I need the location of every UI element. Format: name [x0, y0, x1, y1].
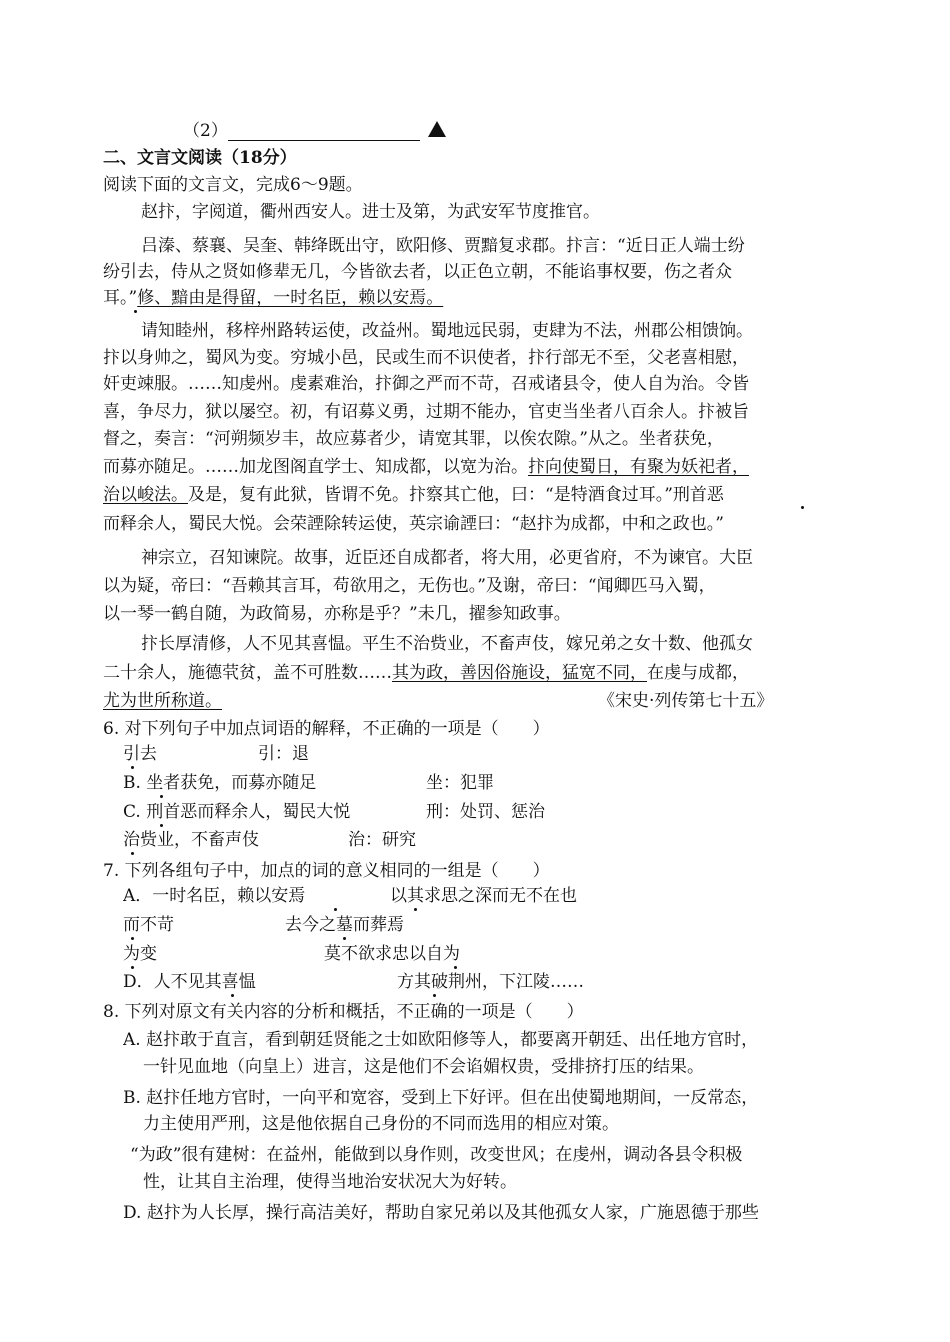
- passage-text: 二十余人，施德茕贫，盖不可胜数……: [103, 663, 392, 683]
- q6-option-d-gloss: 治：研究: [348, 830, 416, 850]
- q8-option-b-cont: 力主使用严刑，这是他依据自己身份的不同而选用的相应对策。: [143, 1114, 619, 1134]
- passage-line: 而释余人，蜀民大悦。会荣諲除转运使，英宗谕諲曰：“赵抃为成都，中和之政也。”: [103, 514, 724, 534]
- underlined-sentence: 尤为世所称道。: [103, 691, 222, 711]
- passage-line: 纷引去，侍从之贤如修辈无几，今皆欲去者，以正色立朝，不能谄事权要，伤之者众: [103, 262, 732, 282]
- passage-text: 而募亦随足。……加龙图阁直学士、知成都，以宽为治。: [103, 457, 528, 477]
- passage-line: 神宗立，召知谏院。故事，近臣还自成都者，将大用，必更省府，不为谏官。大臣: [141, 548, 753, 568]
- q6-option-d[interactable]: 治赀业，不畜声伎: [123, 830, 259, 850]
- passage-line: 抃以身帅之，蜀风为变。穷城小邑，民或生而不识使者，抃行部无不至，父老喜相慰，: [103, 348, 749, 368]
- emphasis-dot: [334, 908, 337, 911]
- q8-option-c-cont: 性，让其自主治理，使得当地治安状况大为好转。: [143, 1172, 517, 1192]
- q7-option-d[interactable]: D．人不见其喜愠: [123, 972, 256, 992]
- passage-source: 《宋史·列传第七十五》: [598, 691, 774, 711]
- passage-text: 耳。”: [103, 288, 138, 308]
- q7-stem: 7. 下列各组句子中，加点的词的意义相同的一组是（ ）: [103, 861, 550, 881]
- q8-option-a-cont: 一针见血地（向皇上）进言，这是他们不会谄媚权贵，受排挤打压的结果。: [143, 1057, 704, 1077]
- underlined-sentence: 抃向使蜀日，有聚为妖祀者，: [528, 457, 749, 477]
- passage-text: 在虔与成都，: [647, 663, 749, 683]
- passage-line: [103, 660, 849, 687]
- q7-option-b[interactable]: 而不苛: [123, 915, 174, 935]
- q8-option-d[interactable]: D. 赵抃为人长厚，操行高洁美好，帮助自家兄弟以及其他孤女人家，广施恩德于那些: [123, 1203, 759, 1223]
- passage-line: 吕溱、蔡襄、吴奎、韩绛既出守，欧阳修、贾黯复求郡。抃言：“近日正人端士纷: [141, 236, 745, 256]
- emphasis-dot: [131, 937, 134, 940]
- q7-option-c-right: 莫不欲求忠以自为: [324, 944, 460, 964]
- q7-option-d-right: 方其破荆州，下江陵……: [397, 972, 584, 992]
- section-instruction: 阅读下面的文言文，完成6～9题。: [103, 175, 363, 195]
- emphasis-dot: [801, 506, 804, 509]
- emphasis-dot: [131, 852, 134, 855]
- emphasis-dot: [131, 766, 134, 769]
- q6-option-a-gloss: 引：退: [258, 744, 309, 764]
- q8-option-b[interactable]: B. 赵抃任地方官时，一向平和宽容，受到上下好评。但在出使蜀地期间，一反常态，: [123, 1088, 759, 1108]
- q7-option-a-right: 以其求思之深而无不在也: [390, 886, 577, 906]
- passage-line: 奸吏竦服。……知虔州。虔素难治，抃御之严而不苛，召戒诸县令，使人自为治。令皆: [103, 374, 749, 394]
- emphasis-dot: [343, 937, 346, 940]
- q6-option-b[interactable]: B. 坐者获免，而募亦随足: [123, 773, 317, 793]
- triangle-marker-icon: [428, 121, 446, 137]
- passage-line: 赵抃，字阅道，衢州西安人。进士及第，为武安军节度推官。: [141, 202, 600, 222]
- passage-line: 以为疑，帝曰：“吾赖其言耳，苟欲用之，无伤也。”及谢，帝曰：“闻卿匹马入蜀，: [103, 576, 716, 596]
- emphasis-dot: [414, 908, 417, 911]
- q7-option-a[interactable]: A．一时名臣，赖以安焉: [123, 886, 306, 906]
- q6-option-a[interactable]: 引去: [123, 744, 157, 764]
- q6-option-c-gloss: 刑：处罚、惩治: [426, 802, 545, 822]
- passage-line: [103, 482, 849, 509]
- emphasis-dot: [433, 994, 436, 997]
- emphasis-dot: [131, 966, 134, 969]
- q8-stem: 8. 下列对原文有关内容的分析和概括，不正确的一项是（ ）: [103, 1002, 584, 1022]
- emphasis-dot: [160, 824, 163, 827]
- answer-label: （2）: [183, 121, 228, 141]
- q6-option-c[interactable]: C. 刑首恶而释余人，蜀民大悦: [123, 802, 351, 822]
- passage-line: 请知睦州，移梓州路转运使，改益州。蜀地远民弱，吏肆为不法，州郡公相馈饷。: [141, 321, 753, 341]
- emphasis-dot: [454, 966, 457, 969]
- passage-line: 喜，争尽力，狱以屡空。初，有诏募义勇，过期不能办，官吏当坐者八百余人。抃被旨: [103, 402, 749, 422]
- underlined-sentence: 其为政，善因俗施设，猛宽不同，: [392, 663, 647, 683]
- q8-option-c[interactable]: “为政”很有建树：在益州，能做到以身作则，改变世风；在虔州，调动各县令积极: [130, 1145, 743, 1165]
- passage-line: [103, 454, 849, 481]
- underlined-sentence: 治以峻法。: [103, 485, 188, 505]
- passage-text: 及是，复有此狱，皆谓不免。抃察其亡他，曰：“是特酒食过耳。”刑首恶: [188, 485, 724, 505]
- q6-stem: 6. 对下列句子中加点词语的解释，不正确的一项是（ ）: [103, 719, 550, 739]
- emphasis-dot: [231, 994, 234, 997]
- passage-line: [103, 285, 849, 312]
- emphasis-dot: [160, 795, 163, 798]
- passage-line: 抃长厚清修，人不见其喜愠。平生不治赀业，不畜声伎，嫁兄弟之女十数、他孤女: [141, 634, 753, 654]
- q7-option-c[interactable]: 为变: [123, 944, 157, 964]
- q6-option-b-gloss: 坐：犯罪: [426, 773, 494, 793]
- emphasis-dot: [134, 310, 137, 313]
- answer-blank-line[interactable]: [228, 140, 420, 141]
- passage-line: 以一琴一鹤自随，为政简易，亦称是乎？”未几，擢参知政事。: [103, 604, 571, 624]
- underlined-sentence: 修、黯由是得留，一时名臣，赖以安焉。: [137, 288, 444, 308]
- section-title: 二、文言文阅读（18分）: [103, 148, 297, 168]
- passage-line: 督之，奏言：“河朔频岁丰，故应募者少，请宽其罪，以俟农隙。”从之。坐者获免，: [103, 429, 724, 449]
- q7-option-b-right: 去今之墓而葬焉: [285, 915, 404, 935]
- q8-option-a[interactable]: A. 赵抃敢于直言，看到朝廷贤能之士如欧阳修等人，都要离开朝廷、出任地方官时，: [123, 1030, 759, 1050]
